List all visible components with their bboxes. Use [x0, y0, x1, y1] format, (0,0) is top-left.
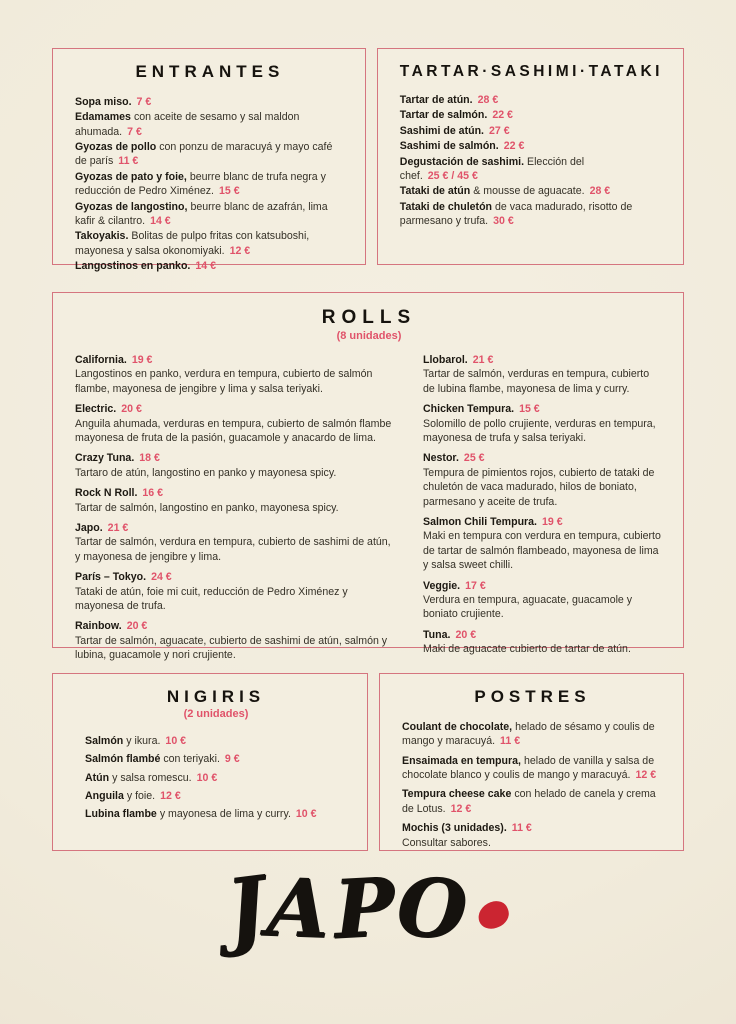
- item-name: Lubina flambe: [85, 808, 157, 821]
- menu-item: [400, 93, 663, 107]
- item-name: Langostinos en panko.: [75, 260, 191, 273]
- menu-item-head: [85, 772, 217, 784]
- menu-item-head: [75, 522, 128, 534]
- item-name: Sopa miso.: [75, 95, 132, 108]
- item-price: 18 €: [139, 452, 160, 465]
- menu-item-head: [423, 580, 486, 592]
- menu-item: [402, 787, 663, 816]
- item-name: Sashimi de atún.: [399, 124, 484, 137]
- item-description: Bolitas de pulpo fritas con katsuboshi, mayonesa y salsa okonomiyaki.: [75, 230, 310, 257]
- item-price: 25 € / 45 €: [427, 170, 478, 183]
- nigiris-subtitle: (2 unidades): [183, 707, 249, 720]
- item-description: helado de vanilla y salsa de chocolate blanco y coulis de mango y maracuyá.: [402, 754, 655, 781]
- menu-item-head: [402, 788, 656, 814]
- item-description: y salsa romescu.: [112, 771, 192, 784]
- item-name: California.: [75, 353, 127, 366]
- rolls-left-column: [75, 353, 397, 669]
- item-description: Tartar de salmón, langostino en panko, mayonesa spicy.: [75, 501, 339, 514]
- menu-item-head: [423, 516, 563, 528]
- item-name: París – Tokyo.: [75, 571, 147, 584]
- entrantes-title: ENTRANTES: [135, 62, 285, 81]
- item-name: Tuna.: [423, 628, 451, 641]
- item-description: Tempura de pimientos rojos, cubierto de tataki de chuletón de vaca madurado, hilos de boniato, parmesano y aceite de trufa.: [423, 466, 655, 508]
- item-price: 12 €: [160, 789, 181, 802]
- menu-item: [85, 734, 347, 748]
- menu-item: [423, 451, 663, 509]
- item-price: 11 €: [500, 735, 521, 748]
- item-name: Salmón: [85, 734, 124, 747]
- logo-letter: J: [220, 857, 271, 959]
- item-name: Japo.: [75, 521, 103, 534]
- logo-letter: O: [394, 859, 469, 957]
- tartar-list: [400, 93, 663, 229]
- menu-item: [423, 353, 663, 396]
- item-description: con teriyaki.: [163, 753, 220, 766]
- menu-item-head: [402, 721, 655, 747]
- item-price: 27 €: [488, 124, 510, 137]
- menu-item-head: [75, 571, 172, 583]
- logo-wordmark: [220, 857, 469, 959]
- rolls-subtitle: (8 unidades): [336, 329, 402, 342]
- item-description: Solomillo de pollo crujiente, verduras en tempura, mayonesa de trufa y salsa teriyaki.: [423, 417, 656, 444]
- item-description: Maki en tempura con verdura en tempura, cubierto de tartar de salmón flambeado, mayonesa de lima y salsa sweet chilli.: [423, 530, 661, 572]
- menu-item-head: [85, 735, 186, 747]
- menu-item: [85, 771, 347, 785]
- item-description: Maki de aguacate cubierto de tartar de atún.: [423, 643, 631, 656]
- menu-item-head: [400, 185, 610, 197]
- menu-item-head: [75, 201, 328, 227]
- item-price: 30 €: [493, 215, 514, 228]
- logo-letter: A: [265, 859, 332, 957]
- item-description: y mayonesa de lima y curry.: [159, 808, 291, 821]
- item-name: Electric.: [75, 403, 117, 416]
- menu-item-head: [85, 753, 240, 765]
- menu-item-head: [75, 452, 160, 464]
- menu-item: [400, 108, 663, 122]
- menu-item-head: [400, 140, 525, 152]
- rolls-columns: [75, 353, 663, 669]
- menu-item-head: [402, 755, 656, 781]
- item-price: 15 €: [218, 185, 240, 198]
- tartar-title: TARTAR·SASHIMI·TATAKI: [399, 63, 663, 80]
- menu-item-head: [85, 808, 317, 820]
- item-price: 16 €: [142, 487, 164, 500]
- menu-item: [75, 95, 345, 109]
- item-description: Tataki de atún, foie mi cuit, reducción de Pedro Ximénez y mayonesa de trufa.: [75, 585, 348, 612]
- item-name: Tataki de chuletón: [399, 200, 493, 213]
- menu-item-head: [75, 111, 299, 137]
- menu-item-head: [423, 403, 540, 415]
- item-name: Coulant de chocolate,: [402, 720, 513, 733]
- menu-item-head: [75, 620, 147, 632]
- menu-item: [75, 451, 397, 480]
- menu-item: [75, 353, 397, 396]
- nigiris-title: NIGIRIS: [166, 687, 266, 706]
- logo-red-dot-icon: [475, 897, 513, 932]
- brand-logo: [0, 857, 736, 959]
- item-name: Llobarol.: [423, 353, 468, 366]
- menu-item-head: [75, 230, 309, 256]
- menu-item: [402, 754, 663, 783]
- item-name: Sashimi de salmón.: [399, 140, 499, 153]
- item-price: 11 €: [118, 155, 139, 168]
- item-name: Rock N Roll.: [75, 487, 138, 500]
- menu-item-head: [75, 141, 332, 167]
- entrantes-list: [75, 95, 345, 274]
- menu-item-head: [75, 403, 142, 415]
- menu-item-head: [75, 260, 216, 272]
- item-price: 28 €: [477, 94, 499, 107]
- item-name: Gyozas de pollo: [75, 140, 157, 153]
- menu-item: [75, 229, 345, 258]
- item-description: helado de sésamo y coulis de mango y maracuyá.: [402, 720, 655, 748]
- menu-item: [75, 402, 397, 445]
- item-name: Salmon Chili Tempura.: [423, 515, 537, 528]
- section-rolls: [52, 292, 684, 662]
- item-description: con aceite de sesamo y sal maldon ahumada.: [75, 111, 300, 138]
- rolls-title: ROLLS: [321, 307, 417, 328]
- item-name: Chicken Tempura.: [423, 403, 515, 416]
- item-price: 10 €: [295, 808, 317, 821]
- item-description: Tartar de salmón, verduras en tempura, cubierto de lubina flambe, mayonesa de lima y curry.: [423, 368, 650, 395]
- item-price: 19 €: [542, 515, 563, 528]
- item-name: Anguila: [85, 789, 124, 802]
- postres-list: [402, 720, 663, 850]
- item-price: 14 €: [150, 214, 171, 227]
- item-description: Anguila ahumada, verduras en tempura, cubierto de salmón flambe mayonesa de fruta de la pasión, guacamole y anacardo de lima.: [75, 417, 392, 444]
- menu-item-head: [75, 171, 326, 197]
- item-description: Langostinos en panko, verdura en tempura, cubierto de salmón flambe, mayonesa de jengibre y lima y salsa teriyaki.: [75, 368, 373, 395]
- menu-item: [423, 579, 663, 622]
- menu-item: [85, 807, 347, 821]
- item-name: Gyozas de pato y foie,: [75, 170, 187, 183]
- menu-item: [85, 789, 347, 803]
- item-price: 20 €: [126, 620, 148, 633]
- item-price: 22 €: [503, 140, 525, 153]
- menu-item: [75, 170, 345, 199]
- item-price: 28 €: [589, 185, 611, 198]
- menu-item: [75, 110, 345, 139]
- menu-item: [75, 486, 397, 515]
- item-price: 10 €: [196, 771, 218, 784]
- item-name: Degustación de sashimi.: [399, 155, 525, 168]
- item-price: 10 €: [165, 734, 187, 747]
- item-description: Tartar de salmón, verdura en tempura, cubierto de sashimi de atún, y mayonesa de jengibre y lima.: [75, 536, 391, 563]
- item-price: 22 €: [492, 109, 513, 122]
- menu-item-head: [423, 629, 476, 641]
- item-description: beurre blanc de trufa negra y reducción de Pedro Ximénez.: [75, 170, 326, 198]
- menu-item-head: [75, 354, 152, 366]
- item-price: 9 €: [224, 753, 240, 766]
- item-price: 20 €: [455, 628, 477, 641]
- menu-item: [75, 259, 345, 273]
- postres-title: POSTRES: [474, 687, 591, 706]
- menu-item: [75, 140, 345, 169]
- item-description: beurre blanc de azafrán, lima kafir & cilantro.: [75, 200, 328, 227]
- item-price: 21 €: [472, 353, 494, 366]
- item-description: Tartar de salmón, aguacate, cubierto de sashimi de atún, salmón y lubina, guacamole y nori crujiente.: [75, 634, 388, 662]
- item-name: Takoyakis.: [75, 230, 129, 243]
- item-price: 19 €: [131, 353, 153, 366]
- menu-item: [400, 124, 663, 138]
- menu-item-head: [400, 201, 632, 227]
- item-name: Nestor.: [423, 452, 459, 465]
- item-description: & mousse de aguacate.: [473, 185, 585, 198]
- item-description: y foie.: [126, 789, 156, 802]
- nigiris-list: [85, 734, 347, 822]
- menu-item: [402, 720, 663, 749]
- item-price: 7 €: [136, 95, 152, 108]
- item-description: Verdura en tempura, aguacate, guacamole y boniato crujiente.: [423, 593, 633, 621]
- item-name: Tataki de atún: [399, 185, 471, 198]
- menu-item-head: [423, 452, 485, 464]
- menu-item-head: [400, 94, 498, 106]
- top-row: [52, 48, 684, 273]
- menu-item: [400, 155, 663, 184]
- item-price: 21 €: [107, 521, 129, 534]
- item-price: 12 €: [450, 802, 472, 815]
- item-description: con ponzu de maracuyá y mayo café de parís: [75, 140, 333, 168]
- menu-item: [75, 619, 397, 662]
- item-name: Crazy Tuna.: [75, 452, 135, 465]
- menu-item: [85, 752, 347, 766]
- item-name: Tartar de salmón.: [399, 109, 488, 122]
- menu-item-head: [400, 109, 513, 121]
- rolls-right-column: [423, 353, 663, 669]
- item-name: Gyozas de langostino,: [75, 200, 188, 213]
- item-price: 11 €: [511, 822, 532, 835]
- menu-item: [400, 139, 663, 153]
- logo-letter: P: [331, 859, 397, 957]
- item-name: Veggie.: [423, 579, 461, 592]
- japo-logo: [220, 857, 510, 959]
- item-price: 14 €: [195, 260, 216, 273]
- menu-item: [423, 628, 663, 657]
- section-nigiris: [52, 673, 368, 851]
- menu-item-head: [75, 487, 163, 499]
- menu-item-head: [75, 96, 151, 108]
- item-price: 20 €: [121, 403, 142, 416]
- item-name: Salmón flambé: [85, 753, 161, 766]
- item-name: Edamames: [75, 111, 131, 124]
- menu-item: [402, 821, 663, 850]
- item-price: 25 €: [463, 452, 485, 465]
- item-name: Rainbow.: [75, 620, 122, 633]
- item-name: Mochis (3 unidades).: [402, 822, 507, 835]
- section-tartar-sashimi-tataki: [377, 48, 684, 265]
- menu-item-head: [423, 354, 493, 366]
- item-name: Ensaimada en tempura,: [402, 754, 521, 767]
- menu-item: [75, 570, 397, 613]
- item-price: 24 €: [151, 571, 172, 584]
- menu-item-head: [400, 156, 584, 182]
- item-description: Consultar sabores.: [402, 836, 491, 849]
- item-name: Atún: [85, 771, 110, 784]
- item-price: 17 €: [465, 579, 486, 592]
- item-description: Elección del chef.: [399, 155, 585, 183]
- bottom-row: [52, 673, 684, 851]
- menu-item: [75, 521, 397, 564]
- item-price: 12 €: [229, 244, 251, 257]
- item-name: Tartar de atún.: [399, 94, 473, 107]
- item-price: 7 €: [127, 125, 142, 138]
- item-price: 12 €: [635, 768, 657, 781]
- menu-item-head: [85, 790, 181, 802]
- menu-item: [75, 200, 345, 229]
- menu-item: [400, 184, 663, 198]
- menu-item: [423, 515, 663, 573]
- item-price: 15 €: [519, 403, 540, 416]
- section-entrantes: [52, 48, 366, 273]
- item-description: de vaca madurado, risotto de parmesano y trufa.: [399, 200, 633, 228]
- item-description: y ikura.: [126, 734, 161, 747]
- item-name: Tempura cheese cake: [402, 788, 512, 801]
- item-description: con helado de canela y crema de Lotus.: [402, 788, 656, 815]
- menu-item: [423, 402, 663, 445]
- menu-item: [400, 200, 663, 229]
- item-description: Tartaro de atún, langostino en panko y mayonesa spicy.: [75, 466, 337, 479]
- menu-item-head: [400, 125, 510, 137]
- menu-item-head: [402, 822, 532, 834]
- section-postres: [379, 673, 684, 851]
